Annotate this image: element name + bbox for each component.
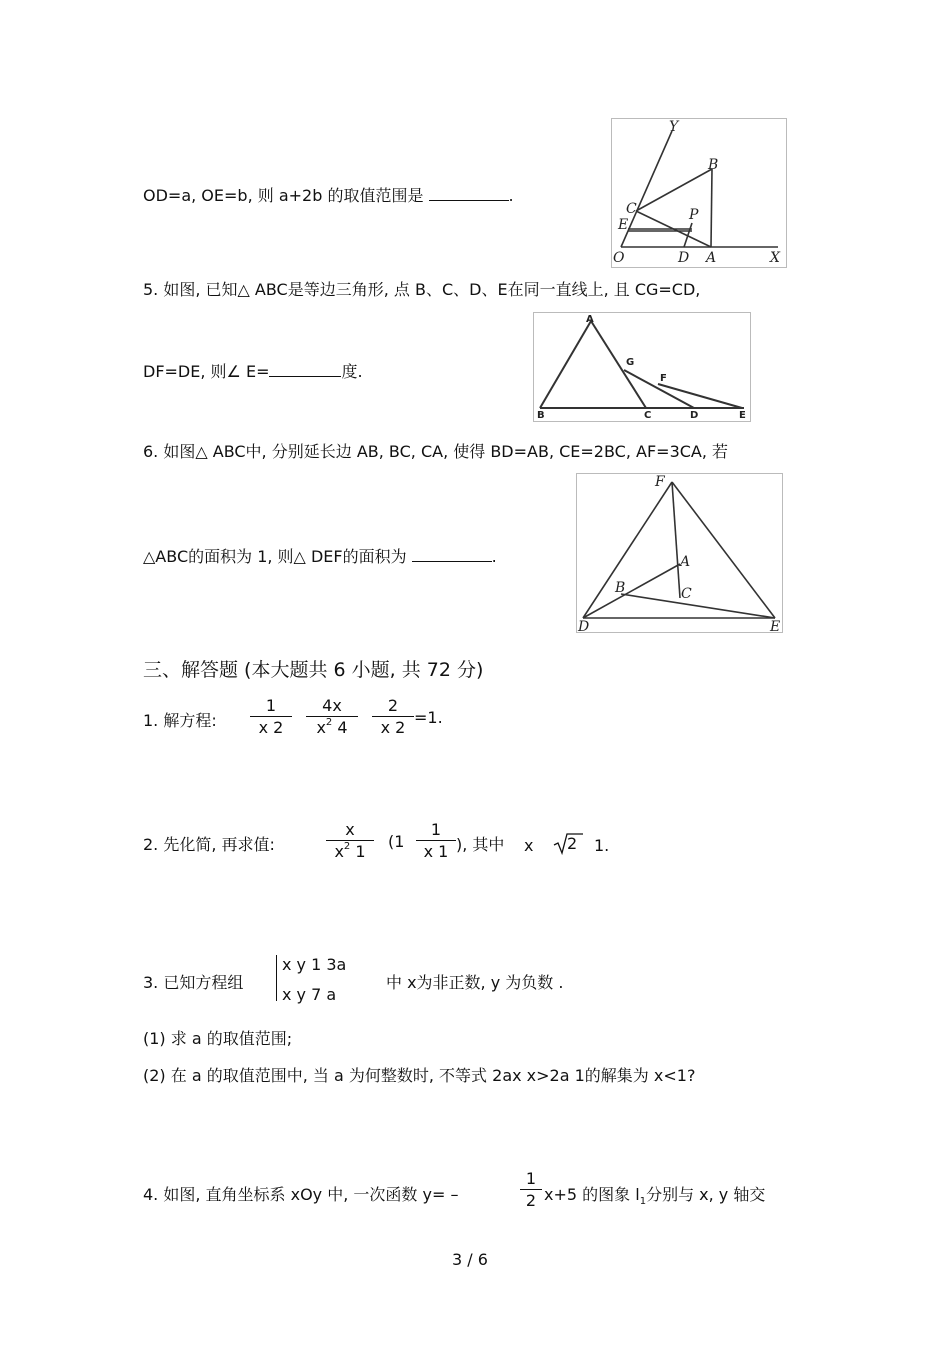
p1-fraction-1 bbox=[250, 696, 292, 737]
numerator: 1 bbox=[430, 820, 442, 839]
p2-prefix: 2. 先化简, 再求值: bbox=[143, 835, 275, 854]
sqrt-value: 2 bbox=[567, 834, 578, 853]
fig2-label-g: G bbox=[626, 357, 635, 368]
section-title: 三、解答题 (本大题共 6 小题, 共 72 分) bbox=[143, 659, 484, 681]
fig3-label-c: C bbox=[681, 586, 692, 602]
p1-fraction-2 bbox=[306, 696, 358, 737]
q4-tail-text: OD=a, OE=b, 则 a+2b 的取值范围是 bbox=[143, 186, 429, 205]
denominator: x 1 bbox=[423, 842, 449, 861]
q6-line2b: . bbox=[491, 547, 497, 566]
fig1-label-a: A bbox=[706, 250, 717, 266]
p1-prefix: 1. 解方程: bbox=[143, 711, 217, 730]
fig3-label-f: F bbox=[655, 474, 665, 490]
q5-line2a: DF=DE, 则∠ E= bbox=[143, 362, 270, 381]
q6-line2a: △ABC的面积为 1, 则△ DEF的面积为 bbox=[143, 547, 412, 566]
fig1-label-y: Y bbox=[669, 119, 679, 135]
fig3-label-b: B bbox=[615, 580, 626, 596]
answer-blank bbox=[429, 200, 509, 201]
fig1-label-c: C bbox=[626, 201, 637, 217]
fig3-label-d: D bbox=[578, 619, 590, 632]
p2-open: (1 bbox=[388, 832, 405, 851]
numerator: 1 bbox=[525, 1169, 537, 1188]
fig2-label-b: B bbox=[537, 410, 545, 421]
figure-triangle-def-svg bbox=[577, 474, 782, 632]
p1-fraction-3 bbox=[372, 696, 414, 737]
q5-line1: 5. 如图, 已知△ ABC是等边三角形, 点 B、C、D、E在同一直线上, 且 CG=CD, bbox=[143, 280, 701, 299]
fig3-label-a: A bbox=[680, 554, 691, 570]
q5-line2b: 度. bbox=[341, 362, 363, 381]
p2-close: ), 其中 bbox=[456, 835, 505, 854]
figure-angle-xoy bbox=[611, 118, 787, 268]
p3-sub2: (2) 在 a 的取值范围中, 当 a 为何整数时, 不等式 2ax x>2a 1的解集为 x<1? bbox=[143, 1066, 696, 1085]
fig1-label-d: D bbox=[678, 250, 690, 266]
numerator: 1 bbox=[265, 696, 277, 715]
q4-tail-end: . bbox=[508, 186, 514, 205]
numerator: 4x bbox=[322, 696, 342, 715]
figure-triangle-def bbox=[576, 473, 783, 633]
fig1-label-e: E bbox=[618, 217, 629, 233]
denominator: $x^2$ 1 bbox=[334, 841, 366, 861]
p3-prefix: 3. 已知方程组 bbox=[143, 973, 244, 992]
answer-blank bbox=[412, 561, 492, 562]
fig1-label-x: X bbox=[770, 250, 780, 266]
answer-blank bbox=[269, 376, 341, 377]
q5-line2 bbox=[143, 359, 363, 382]
fig1-label-p: P bbox=[689, 207, 699, 223]
fig2-label-d: D bbox=[690, 410, 699, 421]
figure-equilateral-triangle bbox=[533, 312, 751, 422]
denominator: 2 bbox=[525, 1191, 537, 1210]
q6-line1: 6. 如图△ ABC中, 分别延长边 AB, BC, CA, 使得 BD=AB, CE=2BC, AF=3CA, 若 bbox=[143, 442, 729, 461]
p2-fraction-2 bbox=[416, 820, 456, 861]
p3-suffix: 中 x为非正数, y 为负数 . bbox=[386, 973, 564, 992]
q4-tail-line bbox=[143, 183, 514, 206]
p4-prefix: 4. 如图, 直角坐标系 xOy 中, 一次函数 y= – bbox=[143, 1185, 459, 1204]
p1-suffix: =1. bbox=[414, 708, 443, 727]
fig1-label-b: B bbox=[708, 157, 719, 173]
figure-equilateral-triangle-svg bbox=[534, 313, 750, 421]
p3-sub1: (1) 求 a 的取值范围; bbox=[143, 1029, 293, 1048]
denominator: x 2 bbox=[258, 718, 284, 737]
p3-eq1: x y 1 3a bbox=[282, 955, 347, 974]
numerator: 2 bbox=[387, 696, 399, 715]
figure-angle-xoy-svg bbox=[612, 119, 786, 267]
fig2-label-c: C bbox=[644, 410, 652, 421]
denominator: $x^2$ 4 bbox=[316, 717, 348, 737]
p2-x: x bbox=[524, 836, 534, 855]
p2-end: 1. bbox=[594, 836, 610, 855]
fig2-label-a: A bbox=[586, 314, 594, 325]
fig1-label-o: O bbox=[613, 250, 625, 266]
p4-fraction bbox=[520, 1169, 542, 1210]
fig3-label-e: E bbox=[770, 619, 781, 632]
p2-fraction-1 bbox=[326, 820, 374, 861]
numerator: x bbox=[345, 820, 355, 839]
fig2-label-f: F bbox=[660, 373, 667, 384]
page-number: 3 / 6 bbox=[452, 1250, 488, 1269]
system-brace bbox=[276, 955, 277, 1001]
q6-line2 bbox=[143, 544, 497, 567]
p4-rest: x+5 的图象 $l_1$分别与 x, y 轴交 bbox=[544, 1185, 766, 1207]
fig2-label-e: E bbox=[739, 410, 746, 421]
p3-eq2: x y 7 a bbox=[282, 985, 337, 1004]
denominator: x 2 bbox=[380, 718, 406, 737]
